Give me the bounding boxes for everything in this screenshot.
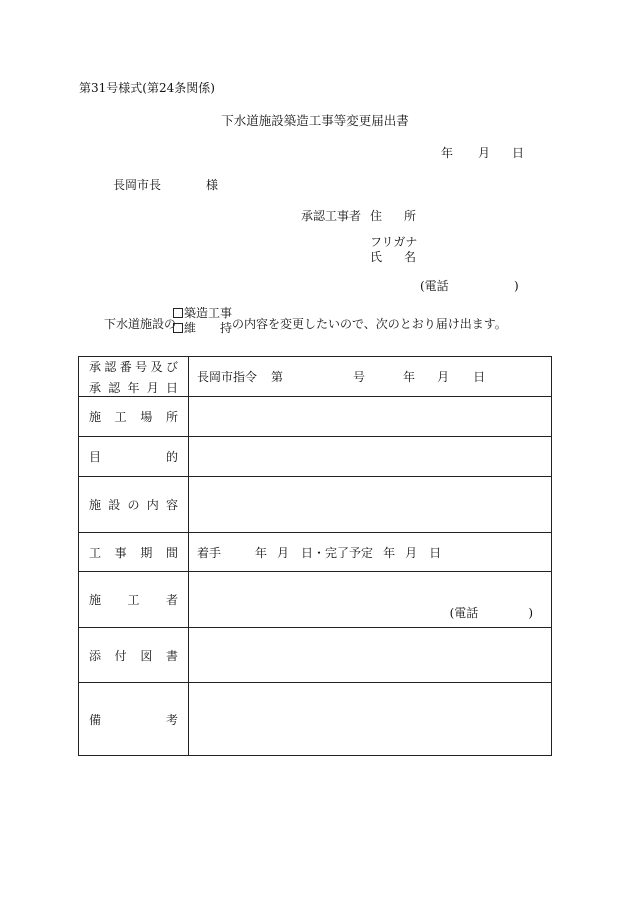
applicant-phone-open: (電話 (420, 279, 449, 293)
date-day-label: 日 (512, 146, 525, 160)
label-approval (79, 357, 189, 397)
approval-year: 年 (403, 370, 416, 384)
label-char: 工 (114, 410, 127, 424)
checkbox-maintenance[interactable] (173, 323, 183, 333)
label-char: 工 (89, 545, 102, 560)
label-char: び (165, 359, 178, 374)
label-char: 施 (89, 498, 102, 512)
label-period (79, 533, 189, 572)
label-char: 施 (89, 410, 102, 424)
work-type-choice (173, 306, 232, 336)
label-char: 備 (89, 712, 102, 727)
applicant-phone-close: ) (514, 279, 519, 293)
approval-city: 長岡市指令 (197, 370, 258, 384)
label-char: 添 (89, 648, 102, 663)
purpose-value-cell[interactable] (189, 437, 552, 477)
label-char: 容 (165, 498, 178, 512)
attachments-value-cell[interactable] (189, 628, 552, 683)
period-start-day: 日・完了予定 (301, 545, 374, 560)
period-end-day: 日 (429, 545, 442, 560)
row-content (79, 477, 552, 533)
addressee-honorific: 様 (206, 178, 219, 192)
label-contractor (79, 572, 189, 628)
period-end-year: 年 (383, 545, 396, 560)
label-char: 目 (89, 450, 102, 464)
name-label-2: 名 (404, 250, 417, 264)
label-char: 的 (165, 450, 178, 464)
checkbox-construction[interactable] (173, 308, 183, 318)
row-approval (79, 357, 552, 397)
period-value-cell[interactable] (189, 533, 552, 572)
form-number: 第31号様式(第24条関係) (79, 81, 215, 95)
name-label-1: 氏 (370, 250, 383, 264)
address-label-1: 住 (370, 209, 383, 223)
label-char: 号 (135, 359, 148, 374)
label-char: 及 (150, 359, 163, 374)
contractor-value-cell[interactable] (189, 572, 552, 628)
date-year-label: 年 (441, 146, 454, 160)
label-char: 事 (114, 545, 127, 560)
remarks-value-cell[interactable] (189, 683, 552, 756)
row-period (79, 533, 552, 572)
change-form-table (78, 356, 552, 756)
label-char: 間 (165, 545, 178, 560)
period-start: 着手 (197, 545, 222, 560)
label-char: 承 (89, 359, 102, 374)
label-char: 図 (140, 648, 153, 663)
label-char: 年 (127, 380, 140, 395)
contractor-phone (450, 604, 533, 621)
content-value-cell[interactable] (189, 477, 552, 533)
label-attachments (79, 628, 189, 683)
addressee-name: 長岡市長 (113, 178, 162, 192)
approval-dai: 第 (271, 370, 284, 384)
row-contractor (79, 572, 552, 628)
approval-day: 日 (473, 370, 486, 384)
label-content (79, 477, 189, 533)
label-char: の (127, 498, 140, 512)
contractor-phone-open: (電話 (449, 606, 479, 620)
label-char: 場 (140, 410, 153, 424)
date-month-label: 月 (478, 146, 491, 160)
period-start-month: 月 (277, 545, 290, 560)
label-char: 者 (165, 593, 178, 607)
option-construction: 築造工事 (184, 306, 233, 320)
label-char: 考 (165, 712, 178, 727)
period-end-month: 月 (405, 545, 418, 560)
approval-month: 月 (437, 370, 450, 384)
address-label-2: 所 (404, 209, 417, 223)
option-maintenance-2: 持 (220, 321, 233, 335)
row-remarks (79, 683, 552, 756)
label-char: 期 (140, 545, 153, 560)
option-maintenance-1: 維 (184, 321, 197, 335)
approval-gou: 号 (353, 370, 366, 384)
label-char: 番 (119, 359, 132, 374)
label-site (79, 397, 189, 437)
label-char: 書 (165, 648, 178, 663)
approval-value-cell[interactable] (189, 357, 552, 397)
label-char: 施 (89, 593, 102, 607)
label-char: 付 (114, 648, 127, 663)
row-site (79, 397, 552, 437)
label-purpose (79, 437, 189, 477)
contractor-phone-close: ) (528, 606, 533, 620)
site-value-cell[interactable] (189, 397, 552, 437)
label-char: 月 (146, 380, 159, 395)
furigana-label: フリガナ (370, 235, 418, 249)
label-char: 工 (127, 593, 140, 607)
label-char: 設 (108, 498, 121, 512)
label-char: 日 (165, 380, 178, 395)
label-char: 承 (89, 380, 102, 395)
label-char: 認 (108, 380, 121, 395)
row-purpose (79, 437, 552, 477)
intro-prefix: 下水道施設の (104, 317, 177, 331)
label-char: 認 (104, 359, 117, 374)
intro-suffix: の内容を変更したいので、次のとおり届け出ます。 (232, 317, 507, 331)
row-attachments (79, 628, 552, 683)
label-char: 所 (165, 410, 178, 424)
period-start-year: 年 (255, 545, 268, 560)
label-char: 内 (146, 498, 159, 512)
applicant-label: 承認工事者 (301, 209, 362, 223)
label-remarks (79, 683, 189, 756)
document-title: 下水道施設築造工事等変更届出書 (221, 113, 409, 128)
